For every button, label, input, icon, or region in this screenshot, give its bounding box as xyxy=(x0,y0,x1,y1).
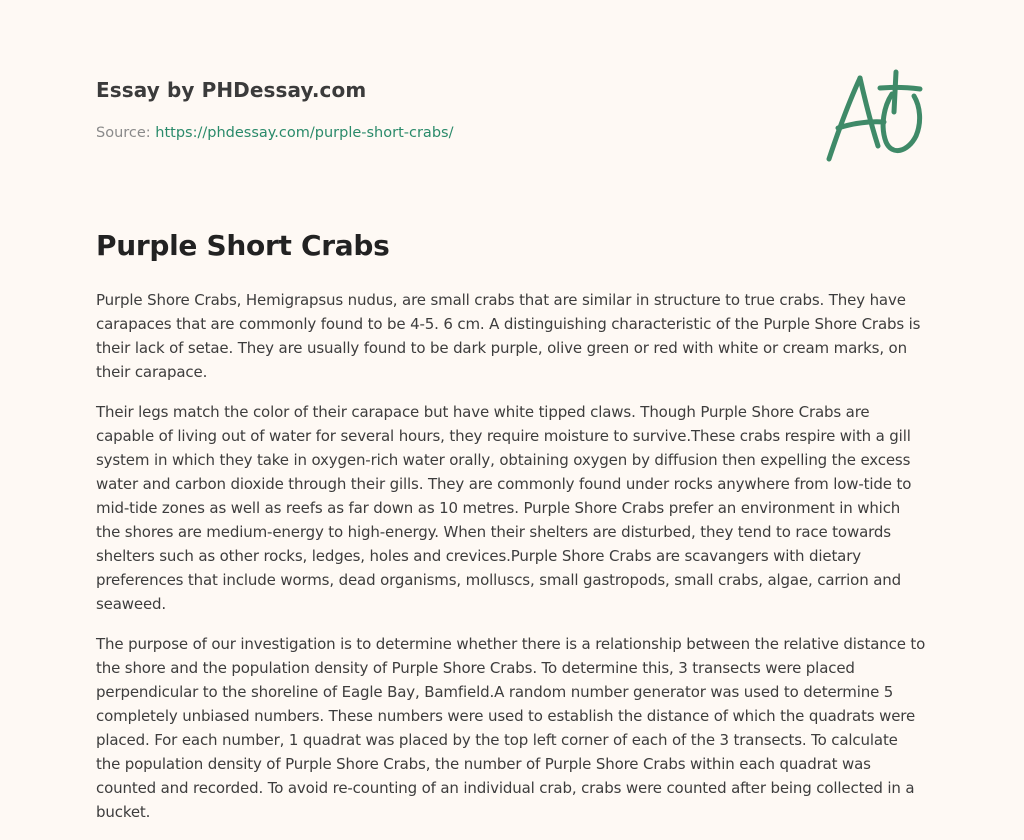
essay-paragraph: Purple Shore Crabs, Hemigrapsus nudus, are small crabs that are similar in structure to true crabs. They have carapaces that are commonly found to be 4-5. 6 cm. A distinguishing characteristic of the Purple Shore Crabs is their lack of setae. They are usually found to be dark purple, olive green or red with white or cream marks, on their carapace. xyxy=(96,291,921,381)
source-link[interactable]: https://phdessay.com/purple-short-crabs/ xyxy=(155,125,454,141)
essay-paragraph: Their legs match the color of their carapace but have white tipped claws. Though Purple Shore Crabs are capable of living out of water for several hours, they require moisture to survive.These crabs respire with a gill system in which they take in oxygen-rich water orally, obtaining oxygen by diffusion then expelling the excess water and carbon dioxide through their gills. They are commonly found under rocks anywhere from low-tide to mid-tide zones as well as reefs as far down as 10 metres. Purple Shore Crabs prefer an environment in which the shores are medium-energy to high-energy. When their shelters are disturbed, they tend to race towards shelters such as other rocks, ledges, holes and crevices.Purple Shore Crabs are scavangers with dietary preferences that include worms, dead organisms, molluscs, small gastropods, small crabs, algae, carrion and seaweed. xyxy=(96,403,912,613)
page-header xyxy=(96,76,796,143)
essay-paragraph: The purpose of our investigation is to determine whether there is a relationship between the relative distance to the shore and the population density of Purple Shore Crabs. To determine this, 3 transects were placed perpendicular to the shoreline of Eagle Bay, Bamfield.A random number generator was used to determine 5 completely unbiased numbers. These numbers were used to establish the distance of which the quadrats were placed. For each number, 1 quadrat was placed by the top left corner of each of the 3 transects. To calculate the population density of Purple Shore Crabs, the number of Purple Shore Crabs within each quadrat was counted and recorded. To avoid re-counting of an individual crab, crabs were counted after being collected in a bucket. xyxy=(96,635,926,821)
source-label: Source: xyxy=(96,125,156,141)
source-line xyxy=(96,123,796,143)
a-plus-logo-icon xyxy=(822,66,926,166)
essay-title: Purple Short Crabs xyxy=(96,229,390,262)
brand-title: Essay by PHDessay.com xyxy=(96,78,367,102)
essay-article xyxy=(96,226,926,840)
